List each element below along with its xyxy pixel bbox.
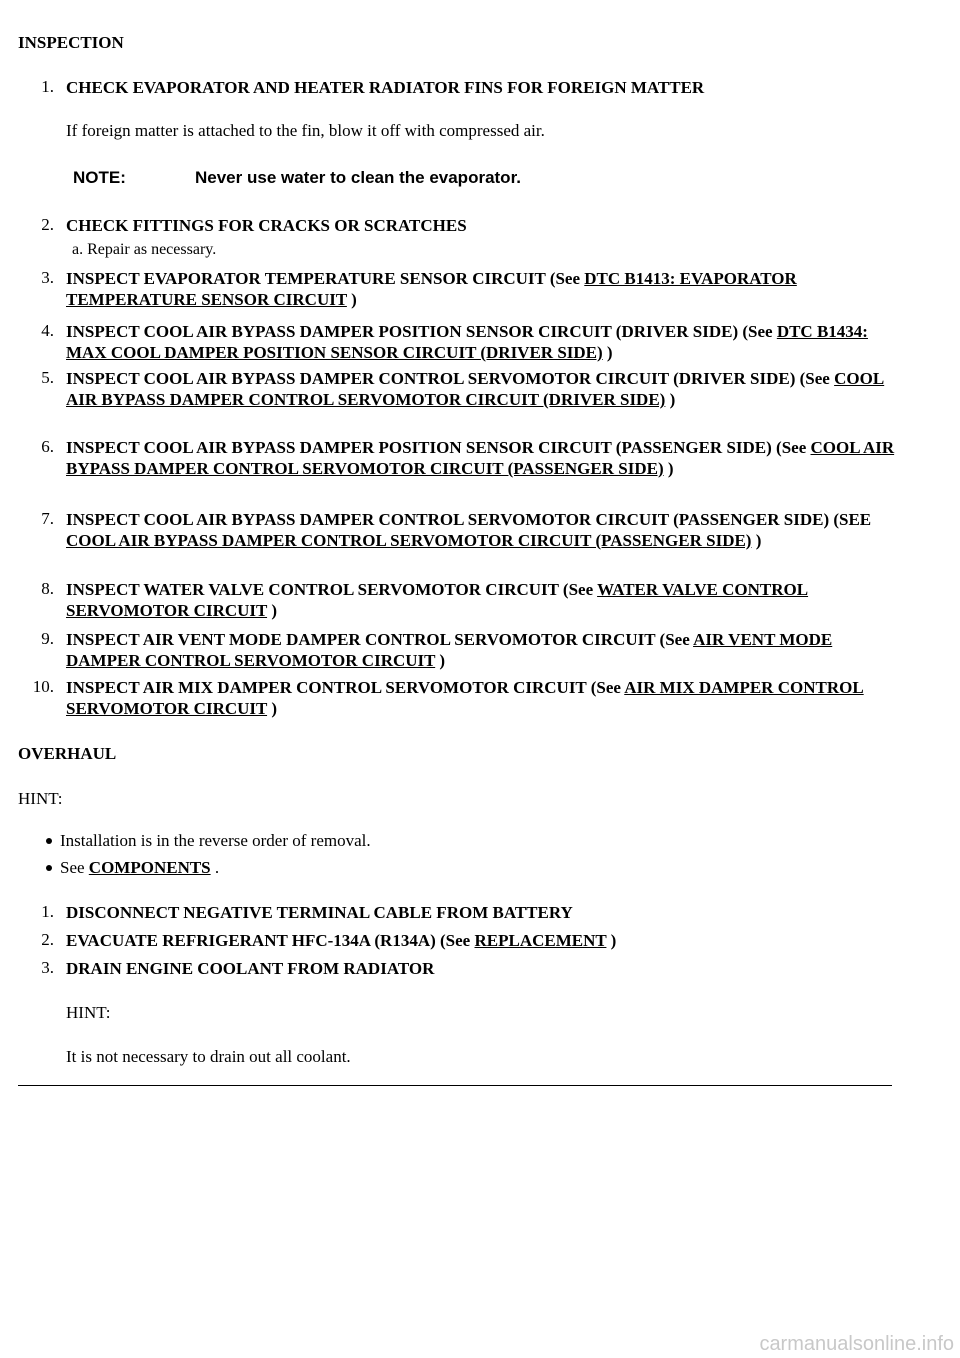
note-box bbox=[73, 168, 521, 188]
step-number: 9. bbox=[41, 629, 54, 648]
step-text: INSPECT COOL AIR BYPASS DAMPER CONTROL SERVOMOTOR CIRCUIT (DRIVER SIDE) (See COOL AIR BYPASS DAMPER CONTROL SERVOMOTOR CIRCUIT (DRIVER SIDE) ) bbox=[66, 369, 885, 409]
hint-label: HINT: bbox=[18, 789, 63, 808]
step-number: 3. bbox=[41, 958, 54, 977]
bullet-item: See COMPONENTS . bbox=[46, 858, 219, 878]
step-text: INSPECT WATER VALVE CONTROL SERVOMOTOR CIRCUIT (See WATER VALVE CONTROL SERVOMOTOR CIRCUIT ) bbox=[66, 580, 809, 620]
step-text: EVACUATE REFRIGERANT HFC-134A (R134A) (See REPLACEMENT ) bbox=[66, 931, 617, 950]
link-cool-air-servo-driver[interactable]: COOL AIR BYPASS DAMPER CONTROL SERVOMOTOR CIRCUIT (DRIVER SIDE) bbox=[66, 369, 885, 409]
step-text: INSPECT AIR VENT MODE DAMPER CONTROL SERVOMOTOR CIRCUIT (See AIR VENT MODE DAMPER CONTROL SERVOMOTOR CIRCUIT ) bbox=[66, 630, 833, 670]
step-text: INSPECT COOL AIR BYPASS DAMPER POSITION SENSOR CIRCUIT (PASSENGER SIDE) (See COOL AIR BYPASS DAMPER CONTROL SERVOMOTOR CIRCUIT (PASSENGER SIDE) ) bbox=[66, 438, 895, 478]
step-number: 2. bbox=[41, 215, 54, 234]
step-number: 8. bbox=[41, 579, 54, 598]
step-text: DRAIN ENGINE COOLANT FROM RADIATOR bbox=[66, 959, 435, 978]
step-text: CHECK EVAPORATOR AND HEATER RADIATOR FINS FOR FOREIGN MATTER bbox=[66, 78, 705, 97]
step-number: 3. bbox=[41, 268, 54, 287]
hint2-text: It is not necessary to drain out all coolant. bbox=[66, 1047, 351, 1066]
step-number: 4. bbox=[41, 321, 54, 340]
link-cool-air-servo-passenger-2[interactable]: COOL AIR BYPASS DAMPER CONTROL SERVOMOTOR CIRCUIT (PASSENGER SIDE) bbox=[66, 531, 752, 550]
link-water-valve-servo[interactable]: WATER VALVE CONTROL SERVOMOTOR CIRCUIT bbox=[66, 580, 809, 620]
note-label: NOTE: bbox=[73, 168, 126, 187]
link-replacement[interactable]: REPLACEMENT bbox=[474, 931, 607, 950]
step-text: INSPECT COOL AIR BYPASS DAMPER POSITION SENSOR CIRCUIT (DRIVER SIDE) (See DTC B1434: MAX COOL DAMPER POSITION SENSOR CIRCUIT (DRIVER SIDE) ) bbox=[66, 322, 868, 362]
step-text: CHECK FITTINGS FOR CRACKS OR SCRATCHES bbox=[66, 216, 467, 235]
fins-instruction: If foreign matter is attached to the fin, blow it off with compressed air. bbox=[66, 121, 545, 140]
link-air-mix-servo[interactable]: AIR MIX DAMPER CONTROL SERVOMOTOR CIRCUIT bbox=[66, 678, 864, 718]
step-number: 6. bbox=[41, 437, 54, 456]
note-text: Never use water to clean the evaporator. bbox=[195, 168, 521, 187]
sub-step-a: a. Repair as necessary. bbox=[72, 241, 217, 258]
step-number: 7. bbox=[41, 509, 54, 528]
step-number: 1. bbox=[41, 902, 54, 921]
step-number: 1. bbox=[41, 77, 54, 96]
step-text: INSPECT COOL AIR BYPASS DAMPER CONTROL SERVOMOTOR CIRCUIT (PASSENGER SIDE) (SEE COOL AIR BYPASS DAMPER CONTROL SERVOMOTOR CIRCUIT (PASSENGER SIDE) ) bbox=[66, 510, 872, 550]
bullet-dot-icon bbox=[46, 838, 52, 844]
bullet-dot-icon bbox=[46, 865, 52, 871]
link-components[interactable]: COMPONENTS bbox=[88, 858, 211, 877]
bullet-item: Installation is in the reverse order of removal. bbox=[46, 831, 371, 851]
step-number: 2. bbox=[41, 930, 54, 949]
watermark: carmanualsonline.info bbox=[759, 1333, 954, 1355]
link-cool-air-servo-passenger[interactable]: COOL AIR BYPASS DAMPER CONTROL SERVOMOTOR CIRCUIT (PASSENGER SIDE) bbox=[66, 438, 895, 478]
step-text: INSPECT EVAPORATOR TEMPERATURE SENSOR CIRCUIT (See DTC B1413: EVAPORATOR TEMPERATURE SENSOR CIRCUIT ) bbox=[66, 269, 797, 309]
link-dtc-b1413[interactable]: DTC B1413: EVAPORATOR TEMPERATURE SENSOR CIRCUIT bbox=[66, 269, 797, 309]
step-text: DISCONNECT NEGATIVE TERMINAL CABLE FROM BATTERY bbox=[66, 903, 573, 922]
overhaul-heading: OVERHAUL bbox=[18, 744, 117, 763]
section-divider bbox=[18, 1085, 892, 1086]
step-number: 10. bbox=[32, 677, 54, 696]
link-air-vent-mode-servo[interactable]: AIR VENT MODE DAMPER CONTROL SERVOMOTOR CIRCUIT bbox=[66, 630, 833, 670]
step-text: INSPECT AIR MIX DAMPER CONTROL SERVOMOTOR CIRCUIT (See AIR MIX DAMPER CONTROL SERVOMOTOR CIRCUIT ) bbox=[66, 678, 864, 718]
hint2-label: HINT: bbox=[66, 1003, 111, 1022]
inspection-heading: INSPECTION bbox=[18, 33, 124, 52]
step-number: 5. bbox=[41, 368, 54, 387]
link-dtc-b1434[interactable]: DTC B1434: MAX COOL DAMPER POSITION SENSOR CIRCUIT (DRIVER SIDE) bbox=[66, 322, 868, 362]
